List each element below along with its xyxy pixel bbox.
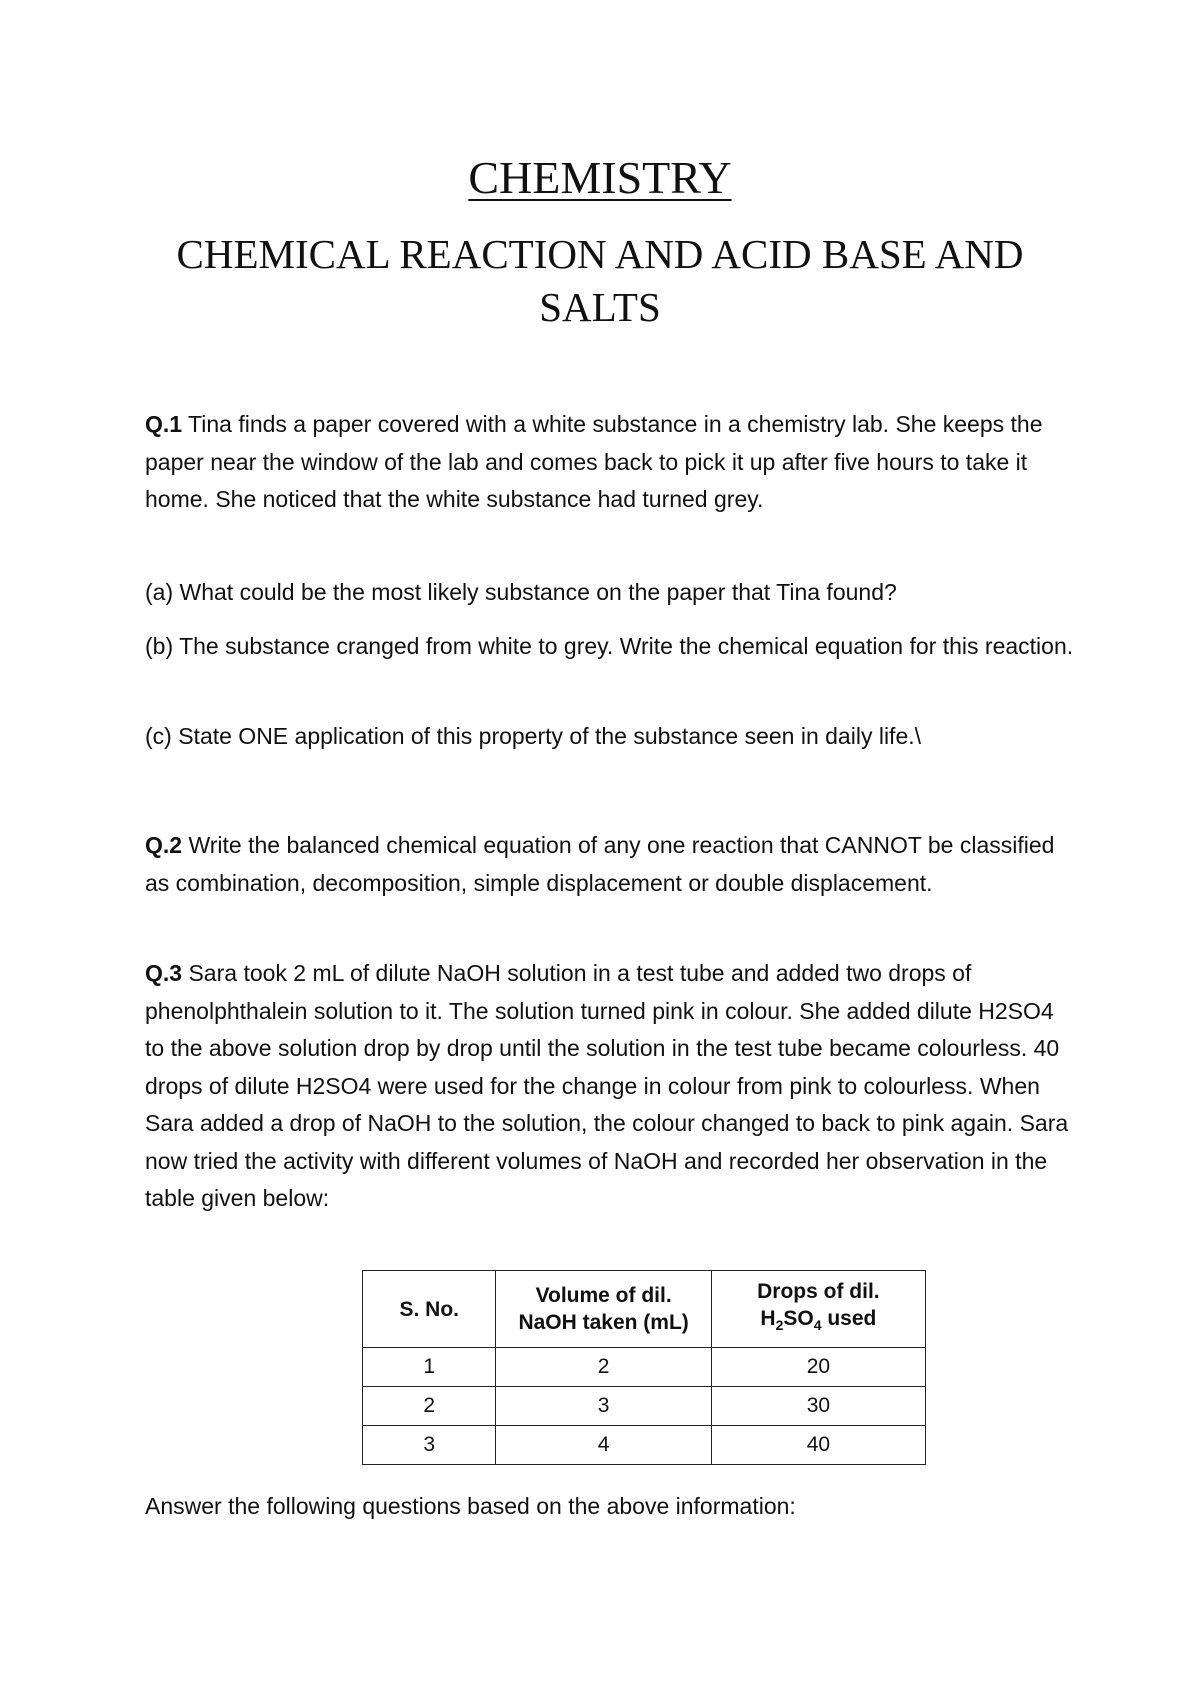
header-drops [711,1271,925,1348]
table-row [363,1426,926,1465]
header-drops-line2 [760,1307,877,1334]
cell-drops: 40 [711,1426,925,1465]
question-2-number: Q.2 [145,832,183,858]
cell-drops: 20 [711,1348,925,1387]
header-volume-line1: Volume of dil. [535,1284,672,1307]
table-row [363,1387,926,1426]
cell-drops: 30 [711,1387,925,1426]
cell-sno: 1 [363,1348,496,1387]
header-drops-line1: Drops of dil. [757,1280,880,1304]
header-volume [496,1271,711,1348]
o-subscript: 4 [813,1317,822,1334]
question-2-text: Write the balanced chemical equation of any one reaction that CANNOT be classified as combination, decomposition, simple displacement or double displacement. [145,832,1055,896]
question-2 [145,827,1075,902]
header-volume-line2: NaOH taken (mL) [518,1311,689,1334]
h-symbol: H [760,1307,776,1331]
h-subscript: 2 [775,1317,784,1334]
cell-volume: 2 [496,1348,711,1387]
answer-prompt: Answer the following questions based on the above information: [145,1493,796,1519]
question-1 [145,406,1075,519]
cell-sno: 3 [363,1426,496,1465]
table-row [363,1348,926,1387]
question-1c: (c) State ONE application of this property of the substance seen in daily life.\ [145,723,922,749]
question-1b: (b) The substance cranged from white to grey. Write the chemical equation for this reaction. [145,633,1074,659]
cell-sno: 2 [363,1387,496,1426]
question-1-text: Tina finds a paper covered with a white substance in a chemistry lab. She keeps the paper near the window of the lab and comes back to pick it up after five hours to take it home. She noticed that the white substance had turned grey. [145,411,1043,512]
question-1-number: Q.1 [145,411,183,437]
cell-volume: 4 [496,1426,711,1465]
question-3-number: Q.3 [145,960,183,986]
question-3-text: Sara took 2 mL of dilute NaOH solution in a test tube and added two drops of phenolphthalein solution to it. The solution turned pink in colour. She added dilute H2SO4 to the above solution drop by drop until the solution in the test tube became colourless. 40 drops of dilute H2SO4 were used for the change in colour from pink to colourless. When Sara added a drop of NaOH to the solution, the colour changed to back to pink again. Sara now tried the activity with different volumes of NaOH and recorded her observation in the table given below: [145,960,1069,1211]
page-subtitle: CHEMICAL REACTION AND ACID BASE AND SALTS [176,231,1024,330]
so-symbol: SO [783,1307,814,1331]
question-1a: (a) What could be the most likely substance on the paper that Tina found? [145,579,897,605]
page-title: CHEMISTRY [468,152,732,203]
used-text: used [821,1307,877,1331]
header-sno: S. No. [363,1271,496,1348]
question-3 [145,955,1075,1218]
observation-table [362,1270,926,1465]
table-header-row [363,1271,926,1348]
cell-volume: 3 [496,1387,711,1426]
